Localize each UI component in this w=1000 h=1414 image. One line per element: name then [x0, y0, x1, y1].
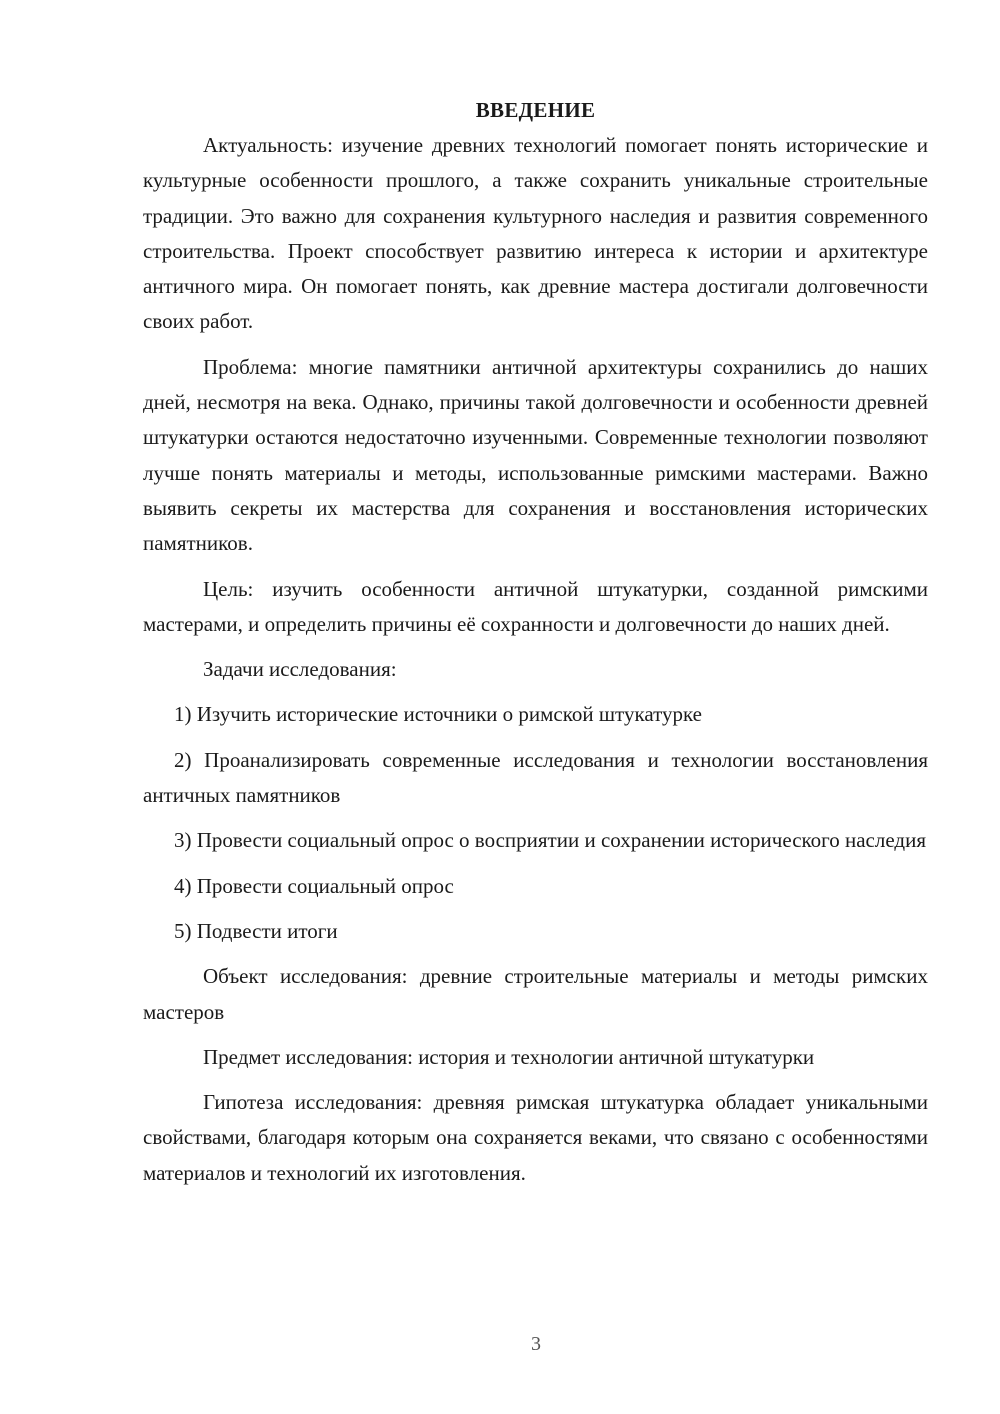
task-item-2: 2) Проанализировать современные исследования и технологии восстановления античных памятников [143, 747, 928, 808]
tasks-heading: Задачи исследования: [203, 657, 397, 682]
paragraph-goal: Цель: изучить особенности античной штукатурки, созданной римскими мастерами, и определить причины её сохранности и долговечности до наших дней. [143, 576, 928, 636]
page-number: 3 [531, 1333, 541, 1355]
task-item-3: 3) Провести социальный опрос о восприятии и сохранении исторического наследия [174, 828, 926, 853]
document-page [143, 93, 928, 1201]
section-title: ВВЕДЕНИЕ [475, 98, 596, 122]
paragraph-problem: Проблема: многие памятники античной архитектуры сохранились до наших дней, несмотря на века. Однако, причины такой долговечности и особенности древней штукатурки остаются недостаточно изученными. Современные технологии позволяют лучше понять материалы и методы, использованные римскими мастерами. Важно выявить секреты их мастерства для сохранения и восстановления исторических памятников. [143, 354, 928, 556]
task-item-1: 1) Изучить исторические источники о римской штукатурке [174, 702, 703, 727]
task-item-5: 5) Подвести итоги [174, 918, 338, 943]
paragraph-object: Объект исследования: древние строительные материалы и методы римских мастеров [143, 964, 928, 1024]
paragraph-relevance: Актуальность: изучение древних технологий помогает понять исторические и культурные особенности прошлого, а также сохранить уникальные строительные традиции. Это важно для сохранения культурного наследия и развития современного строительства. Проект способствует развитию интереса к истории и архитектуре античного мира. Он помогает понять, как древние мастера достигали долговечности своих работ. [143, 133, 928, 334]
paragraph-hypothesis: Гипотеза исследования: древняя римская штукатурка обладает уникальными свойствами, благодаря которым она сохраняется веками, что связано с особенностями материалов и технологий их изготовления. [143, 1090, 928, 1185]
task-item-4: 4) Провести социальный опрос [174, 873, 454, 898]
paragraph-subject: Предмет исследования: история и технологии античной штукатурки [203, 1044, 815, 1069]
